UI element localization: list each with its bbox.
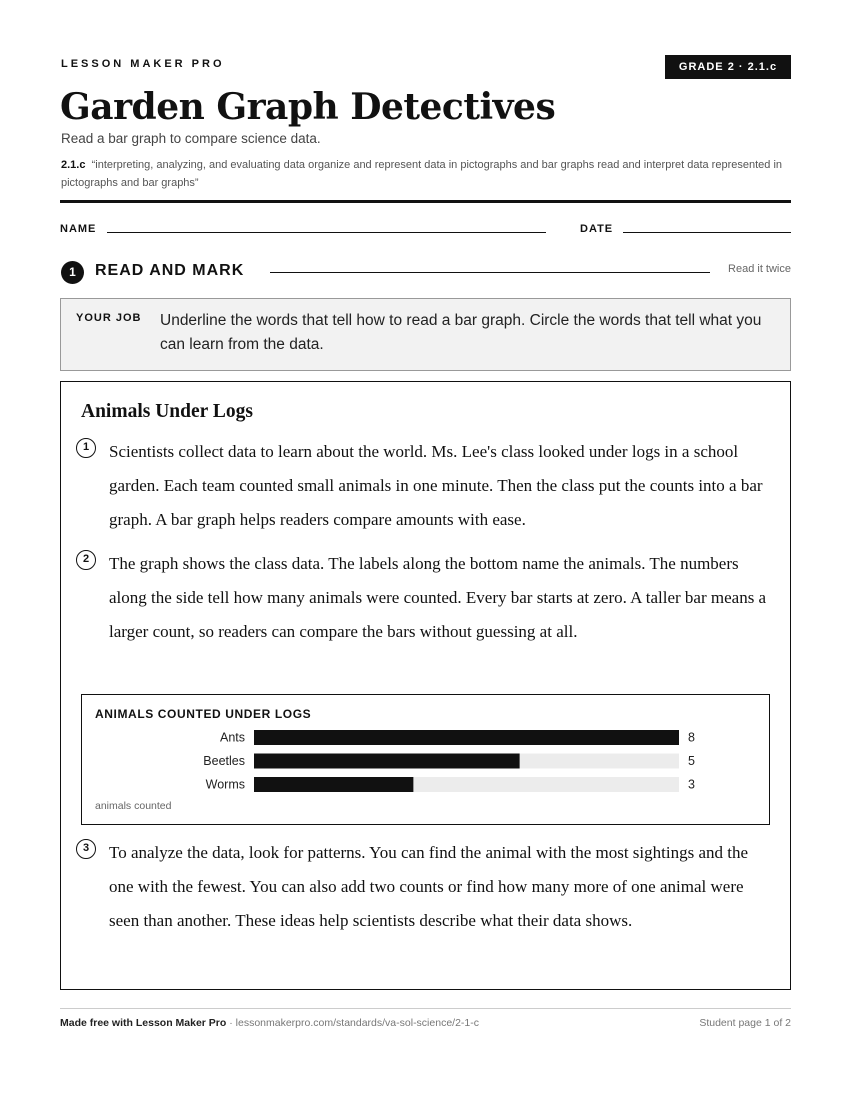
section-hint: Read it twice (728, 263, 791, 275)
paragraph-text: Scientists collect data to learn about the world. Ms. Lee's class looked under logs in a school garden. Each team counted small animals in one minute. Then the class put the counts into a bar graph. A bar graph helps readers compare amounts with ease. (109, 442, 763, 529)
standard-text: “interpreting, analyzing, and evaluating data organize and represent data in pictographs and bar graphs read and interpret data represented in pictographs and bar graphs” (61, 159, 782, 189)
name-line[interactable] (107, 232, 546, 233)
passage-title: Animals Under Logs (81, 401, 253, 422)
x-axis-label: animals counted (95, 800, 172, 812)
standard-description (61, 156, 796, 192)
grade-badge: GRADE 2 · 2.1.c (665, 55, 791, 79)
reading-passage (60, 381, 791, 990)
name-label: NAME (60, 223, 97, 235)
chart-plot (82, 695, 771, 826)
standard-code: 2.1.c (61, 159, 86, 171)
footer-separator: · (226, 1017, 236, 1029)
worksheet-subtitle: Read a bar graph to compare science data. (61, 131, 321, 146)
category-label: Ants (219, 730, 245, 745)
date-label: DATE (580, 223, 614, 235)
value-label: 8 (688, 730, 695, 745)
section-number: 1 (61, 261, 84, 284)
header-divider (60, 200, 791, 203)
paragraph-number: 1 (76, 438, 96, 458)
chart-title: ANIMALS COUNTED UNDER LOGS (95, 707, 312, 721)
paragraph-text: To analyze the data, look for patterns. You can find the animal with the most sightings and the one with the fewest. You can also add two counts or find how many more of one animal were seen than another. These ideas help scientists describe what their data shows. (109, 843, 749, 930)
footer-page-number: Student page 1 of 2 (699, 1017, 791, 1029)
paragraph-number: 3 (76, 839, 96, 859)
section-divider (270, 272, 710, 273)
paragraph-number: 2 (76, 550, 96, 570)
category-label: Worms (205, 777, 245, 792)
brand-name: LESSON MAKER PRO (61, 58, 225, 70)
bar (254, 777, 413, 792)
bar (254, 754, 520, 769)
category-label: Beetles (203, 754, 245, 768)
job-instructions: Underline the words that tell how to read a bar graph. Circle the words that tell what you can learn from the data. (160, 312, 762, 353)
worksheet-title: Garden Graph Detectives (60, 86, 556, 128)
bar-chart (81, 694, 770, 825)
bar (254, 730, 679, 745)
value-label: 3 (688, 777, 695, 792)
date-line[interactable] (623, 232, 791, 233)
job-label: YOUR JOB (76, 312, 142, 324)
footer-made-with: Made free with Lesson Maker Pro (60, 1017, 227, 1029)
section-title: READ AND MARK (95, 262, 245, 279)
footer-divider (60, 1008, 791, 1009)
value-label: 5 (688, 754, 695, 768)
footer-url[interactable]: lessonmakerpro.com/standards/va-sol-science/2-1-c (235, 1017, 480, 1029)
footer-credit (60, 1017, 479, 1029)
job-box (60, 298, 791, 371)
paragraph-text: The graph shows the class data. The labels along the bottom name the animals. The numbers along the side tell how many animals were counted. Every bar starts at zero. A taller bar means a larger count, so readers can compare the bars without guessing at all. (109, 554, 767, 641)
